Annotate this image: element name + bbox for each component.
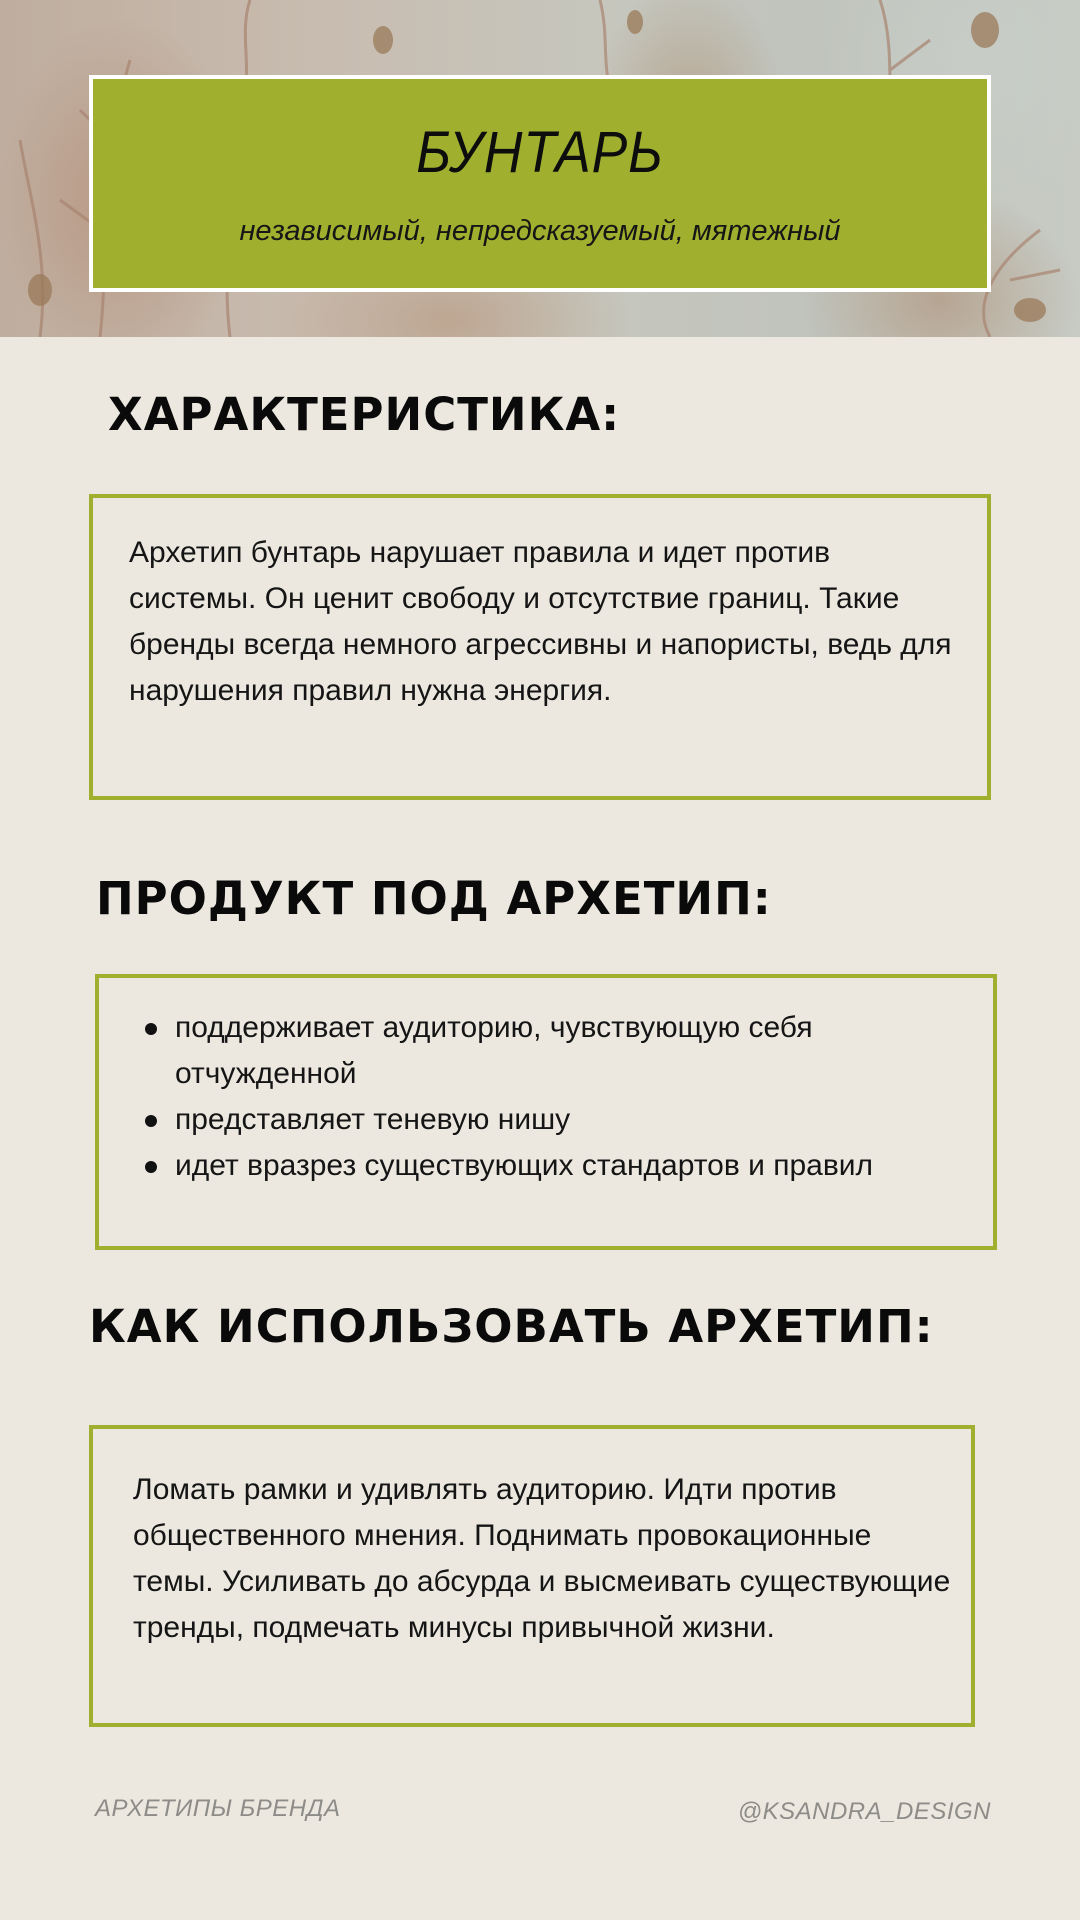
bullet-icon <box>145 1023 157 1035</box>
list-item-text: представляет теневую нишу <box>175 1103 571 1136</box>
footer-series-label: АРХЕТИПЫ БРЕНДА <box>95 1795 341 1822</box>
section-heading-characteristic: ХАРАКТЕРИСТИКА: <box>108 388 621 441</box>
list-item <box>135 1005 965 1097</box>
section-heading-product: ПРОДУКТ ПОД АРХЕТИП: <box>96 872 772 925</box>
characteristic-box <box>89 494 991 800</box>
bullet-icon <box>145 1115 157 1127</box>
product-list <box>135 1005 965 1189</box>
list-item <box>135 1097 965 1143</box>
list-item-text: идет вразрез существующих стандартов и правил <box>175 1149 874 1182</box>
footer-author-handle: @KSANDRA_DESIGN <box>737 1798 991 1825</box>
title-card <box>89 75 991 292</box>
bullet-icon <box>145 1161 157 1173</box>
product-box <box>95 974 997 1250</box>
section-heading-usage: КАК ИСПОЛЬЗОВАТЬ АРХЕТИП: <box>89 1300 934 1353</box>
archetype-title: БУНТАРЬ <box>416 120 664 185</box>
hero-banner <box>0 0 1080 337</box>
list-item-text: поддерживает аудиторию, чувствующую себя отчужденной <box>175 1011 813 1090</box>
usage-box <box>89 1425 975 1727</box>
archetype-subtitle: независимый, непредсказуемый, мятежный <box>239 215 841 247</box>
characteristic-text: Архетип бунтарь нарушает правила и идет против системы. Он ценит свободу и отсутствие границ. Такие бренды всегда немного агрессивны и напористы, ведь для нарушения правил нужна энергия. <box>129 536 952 707</box>
usage-text: Ломать рамки и удивлять аудиторию. Идти против общественного мнения. Поднимать провокационные темы. Усиливать до абсурда и высмеивать существующие тренды, подмечать минусы привычной жизни. <box>133 1473 951 1644</box>
list-item <box>135 1143 965 1189</box>
